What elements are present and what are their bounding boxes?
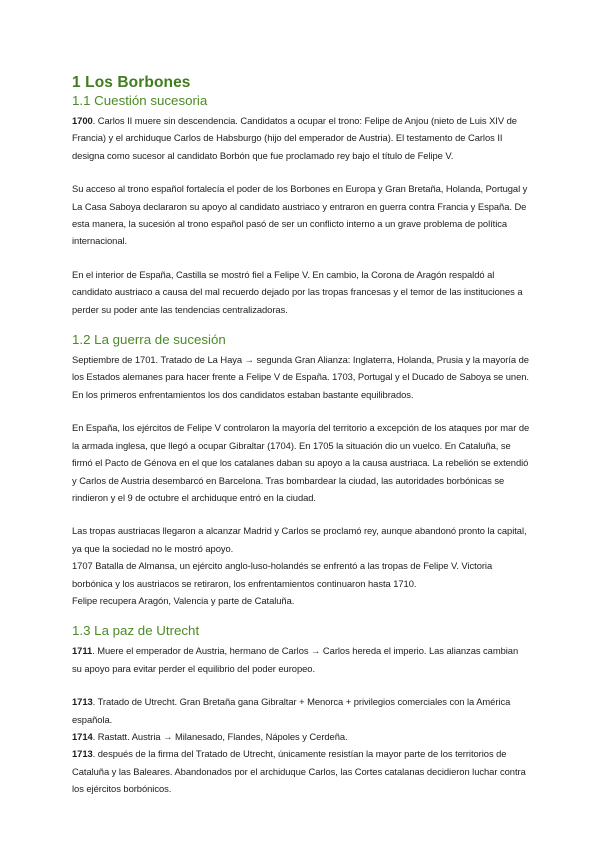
paragraph: 1707 Batalla de Almansa, un ejército anglo-luso-holandés se enfrentó a las tropas de Felipe V. Victoria borbónica y los austriacos se retiraron, los enfrentamientos continuaron hasta 1710. <box>72 560 493 589</box>
year-label: 1713 <box>72 748 93 760</box>
paragraph: 1711. Muere el emperador de Austria, hermano de Carlos → Carlos hereda el imperio. Las alianzas cambian su apoyo para evitar perder el equilibrio del poder europeo. <box>72 645 519 674</box>
paragraph: En el interior de España, Castilla se mostró fiel a Felipe V. En cambio, la Corona de Aragón respaldó al candidato austriaco a causa del mal recuerdo dejado por las tropas francesas y el temor de las instituciones a perder su poder ante las tendencias centralizadoras. <box>72 268 523 315</box>
paragraph: En España, los ejércitos de Felipe V controlaron la mayoría del territorio a excepción de los ataques por mar de la armada inglesa, que llegó a ocupar Gibraltar (1704). En 1705 la situación dio un vuelco. En Cataluña, se firmó el Pacto de Génova en el que los catalanes daban su apoyo a la causa austriaca. La rebelión se extendió y Carlos de Austria desembarcó en Barcelona. Tras bombardear la ciudad, las autoridades borbónicas se rindieron y el 9 de octubre el archiduque entró en la ciudad. <box>72 422 530 503</box>
section-heading-cuestion-sucesoria: 1.1 Cuestión sucesoria <box>72 93 208 108</box>
paragraph: Felipe recupera Aragón, Valencia y parte de Cataluña. <box>72 594 295 606</box>
year-label: 1714 <box>72 730 93 742</box>
document-title: 1 Los Borbones <box>72 74 191 91</box>
paragraph: 1713. Tratado de Utrecht. Gran Bretaña gana Gibraltar + Menorca + privilegios comerciales con la América española. <box>72 696 511 725</box>
year-label: 1711 <box>72 645 93 657</box>
paragraph: Su acceso al trono español fortalecía el poder de los Borbones en Europa y Gran Bretaña, Holanda, Portugal y La Casa Saboya declararon su apoyo al candidato austriaco y entraron en guerra contra Francia y España. De esta manera, la sucesión al trono español pasó de ser un conflicto interno a un grave problema de política internacional. <box>72 183 528 247</box>
paragraph: 1700. Carlos II muere sin descendencia. Candidatos a ocupar el trono: Felipe de Anjou (nieto de Luis XIV de Francia) y el archiduque Carlos de Habsburgo (hijo del emperador de Austria). El testamento de Carlos II designa como sucesor al candidato Borbón que fue proclamado rey bajo el título de Felipe V. <box>72 115 517 161</box>
paragraph: Septiembre de 1701. Tratado de La Haya → segunda Gran Alianza: Inglaterra, Holanda, Prusia y la mayoría de los Estados alemanes para hacer frente a Felipe V de España. 1703, Portugal y el Ducado de Saboya se unen. En los primeros enfrentamientos los dos candidatos estaban bastante equilibrados. <box>72 354 529 400</box>
year-label: 1700 <box>72 115 93 126</box>
paragraph: 1714. Rastatt. Austria → Milanesado, Flandes, Nápoles y Cerdeña. <box>72 730 348 742</box>
section-heading-guerra-de-sucesion: 1.2 La guerra de sucesión <box>72 332 226 348</box>
section-heading-paz-de-utrecht: 1.3 La paz de Utrecht <box>72 623 200 639</box>
paragraph: 1713. después de la firma del Tratado de Utrecht, únicamente resistían la mayor parte de los territorios de Cataluña y las Baleares. Abandonados por el archiduque Carlos, las Cortes catalanas decidieron luchar contra los ejércitos borbónicos. <box>72 748 526 795</box>
paragraph: Las tropas austriacas llegaron a alcanzar Madrid y Carlos se proclamó rey, aunque abandonó pronto la capital, ya que la sociedad no le mostró apoyo. <box>72 525 527 554</box>
year-label: 1713 <box>72 696 93 708</box>
